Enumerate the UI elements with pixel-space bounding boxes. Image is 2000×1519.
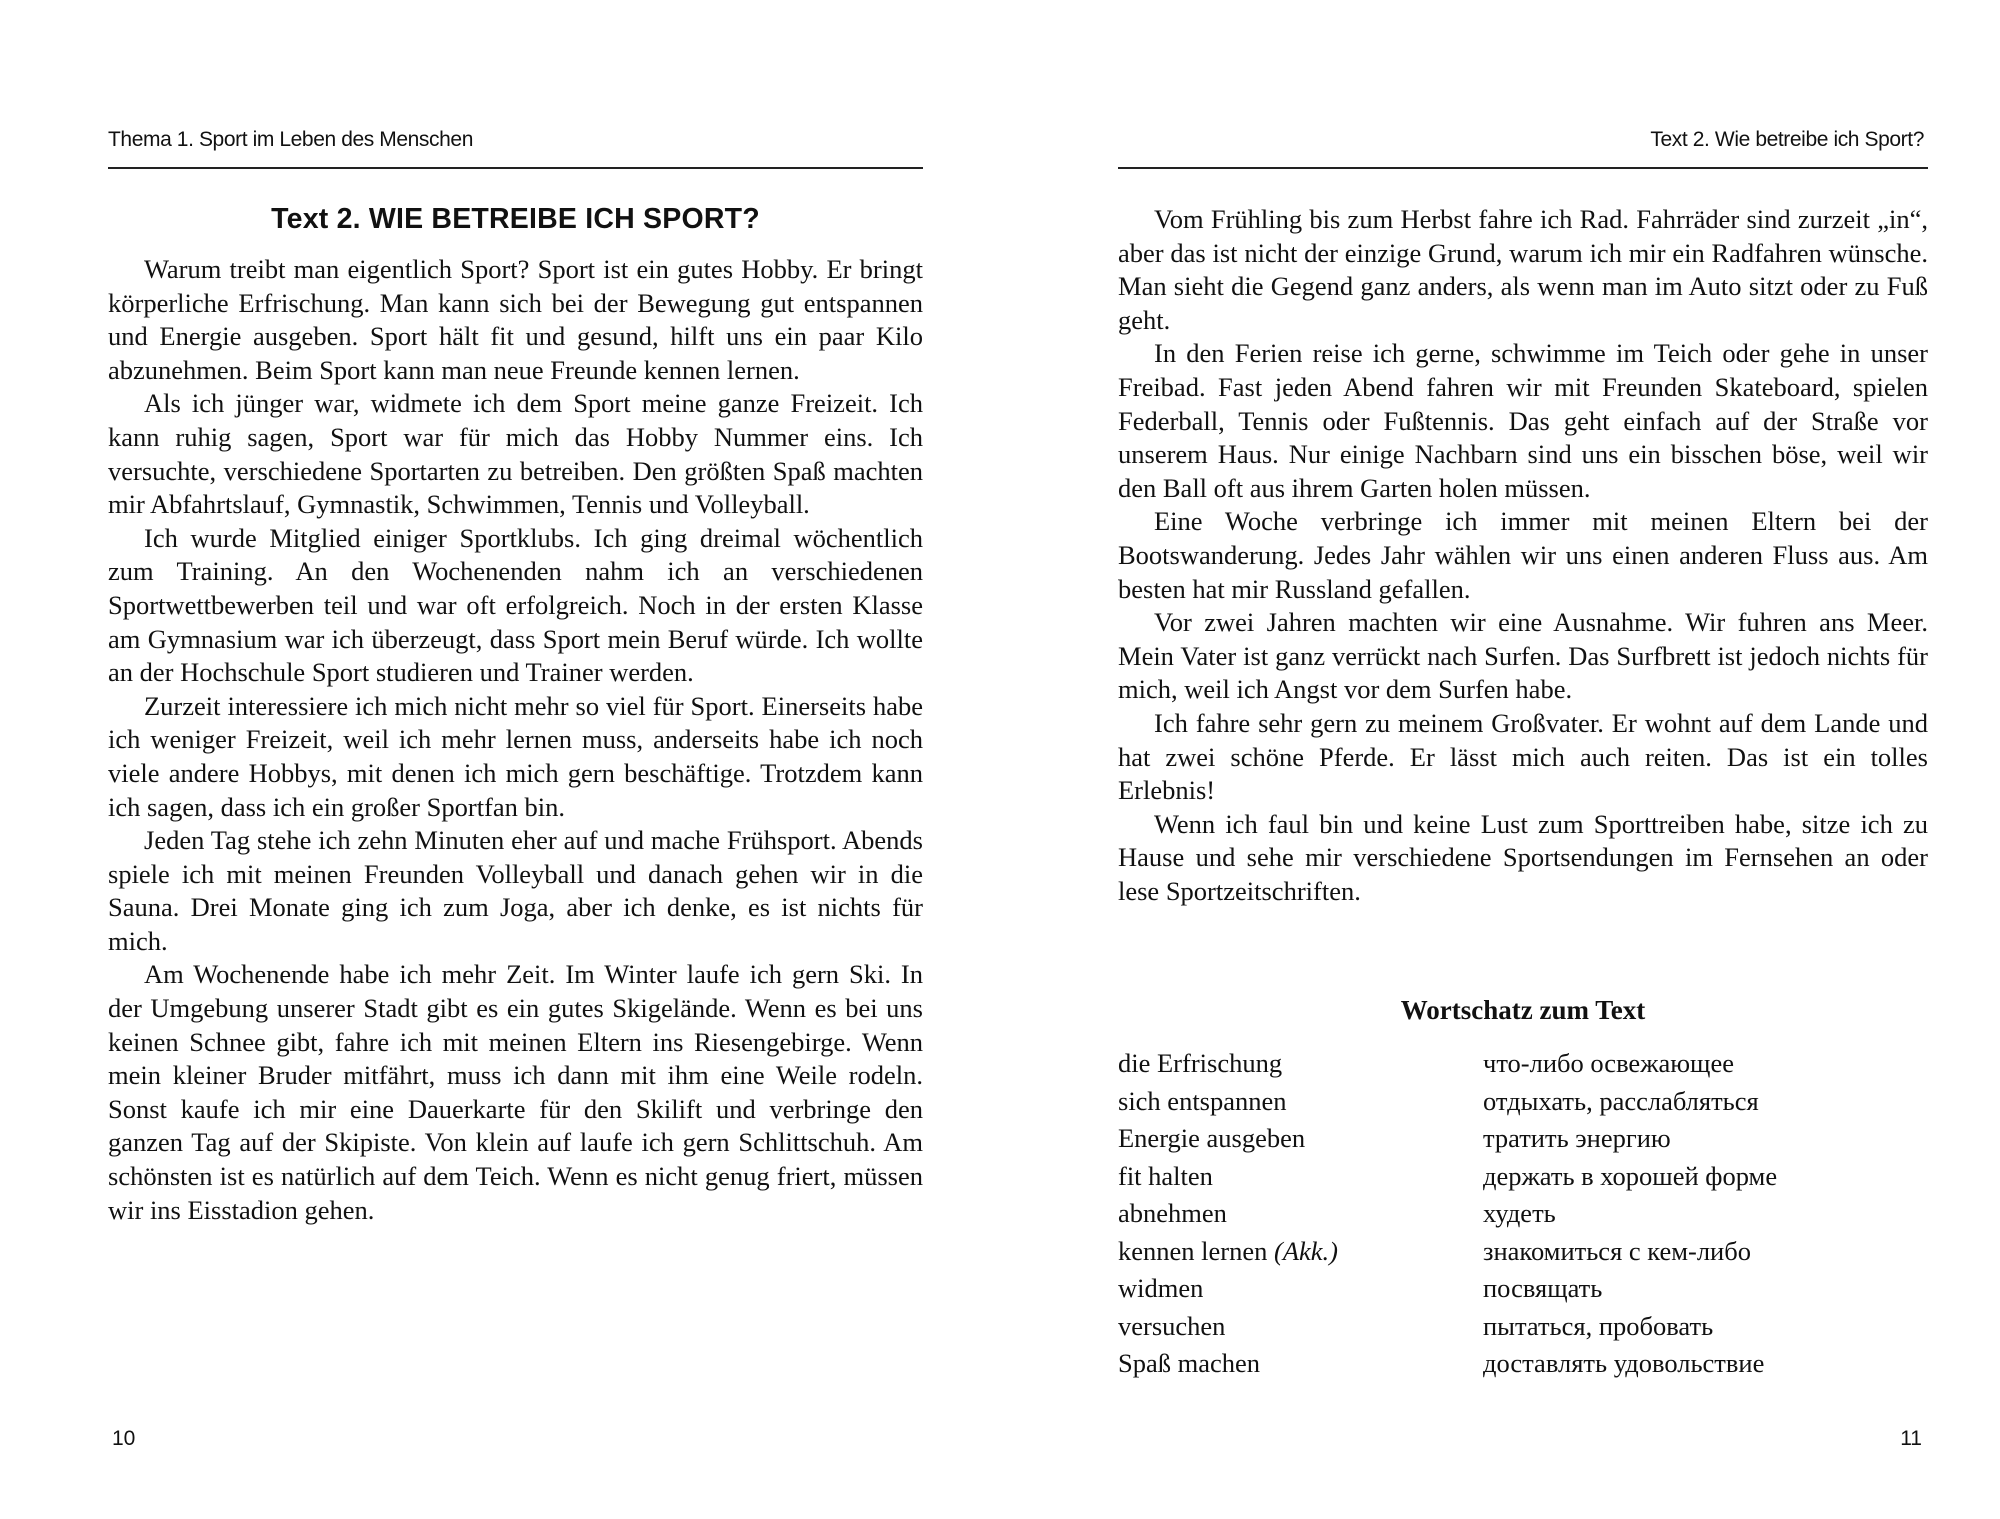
paragraph: Vor zwei Jahren machten wir eine Ausnahme. Wir fuhren ans Meer. Mein Vater ist ganz verrückt nach Surfen. Das Surfbrett ist jedoch nichts für mich, weil ich Angst vor dem Surfen habe. (1118, 607, 1928, 705)
vocabulary-row (1118, 1083, 1928, 1121)
vocabulary-term: die Erfrischung (1118, 1048, 1283, 1078)
vocabulary-translation: худеть (1483, 1198, 1556, 1228)
vocabulary-translation: что-либо освежающее (1483, 1048, 1734, 1078)
header-rule-right (1118, 167, 1928, 169)
paragraph: Eine Woche verbringe ich immer mit meinen Eltern bei der Bootswanderung. Jedes Jahr wählen wir uns einen anderen Fluss aus. Am besten hat mir Russland gefallen. (1118, 506, 1928, 604)
vocabulary-title: Wortschatz zum Text (1400, 995, 1646, 1025)
running-head-left: Thema 1. Sport im Leben des Menschen (108, 128, 473, 151)
vocabulary-term: Energie ausgeben (1118, 1123, 1306, 1153)
vocabulary-translation: знакомиться с кем-либо (1483, 1235, 1751, 1266)
page-number-right: 11 (1900, 1427, 1922, 1450)
paragraph: Zurzeit interessiere ich mich nicht mehr so viel für Sport. Einerseits habe ich weniger Freizeit, weil ich mehr lernen muss, anderseits habe ich noch viele andere Hobbys, mit denen ich mich gern beschäftige. Trotzdem kann ich sagen, dass ich ein großer Sportfan bin. (108, 690, 923, 822)
paragraph: Als ich jünger war, widmete ich dem Sport meine ganze Freizeit. Ich kann ruhig sagen, Sport war für mich das Hobby Nummer eins. Ich versuchte, verschiedene Sportarten zu betreiben. Den größten Spaß machten mir Abfahrtslauf, Gymnastik, Schwimmen, Tennis und Volleyball. (108, 388, 923, 520)
paragraph: Ich fahre sehr gern zu meinem Großvater. Er wohnt auf dem Lande und hat zwei schöne Pferde. Er lässt mich auch reiten. Das ist ein tolles Erlebnis! (1118, 707, 1928, 806)
right-body-text (1118, 203, 1928, 908)
vocabulary-term: abnehmen (1118, 1198, 1227, 1228)
paragraph: Wenn ich faul bin und keine Lust zum Sporttreiben habe, sitze ich zu Hause und sehe mir verschiedene Sportsendungen im Fernsehen an oder lese Sportzeitschriften. (1118, 808, 1928, 906)
vocabulary-translation: доставлять удовольствие (1483, 1348, 1765, 1378)
vocabulary-term-with-case (1118, 1233, 1483, 1271)
vocabulary-translation: тратить энергию (1483, 1123, 1671, 1153)
page-number-left: 10 (112, 1427, 136, 1450)
vocabulary-term: fit halten (1118, 1160, 1213, 1191)
text-title: Text 2. WIE BETREIBE ICH SPORT? (271, 203, 760, 235)
vocabulary-row (1118, 1158, 1928, 1196)
vocabulary-term: kennen lernen (1118, 1235, 1268, 1266)
vocabulary-translation: держать в хорошей форме (1483, 1160, 1778, 1191)
paragraph: Jeden Tag stehe ich zehn Minuten eher auf und mache Frühsport. Abends spiele ich mit meinen Freunden Volleyball und danach gehen wir in die Sauna. Drei Monate ging ich zum Joga, aber ich denke, es ist nichts für mich. (108, 825, 923, 956)
case-note: (Akk.) (1274, 1235, 1338, 1266)
vocabulary-row (1118, 1345, 1928, 1383)
paragraph: Am Wochenende habe ich mehr Zeit. Im Winter laufe ich gern Ski. In der Umgebung unserer Stadt gibt es ein gutes Skigelände. Wenn es bei uns keinen Schnee gibt, fahre ich mit meinen Eltern ins Riesengebirge. Wenn mein kleiner Bruder mitfährt, muss ich dann mit ihm eine Weile rodeln. Sonst kaufe ich mir eine Dauerkarte für den Skilift und verbringe den ganzen Tag auf der Skipiste. Von klein auf laufe ich gern Schlittschuh. Am schönsten ist es natürlich auf dem Teich. Wenn es nicht genug friert, müssen wir ins Eisstadion gehen. (108, 959, 923, 1225)
vocabulary-translation: отдыхать, расслабляться (1483, 1085, 1759, 1116)
vocabulary-row (1118, 1233, 1928, 1271)
paragraph: In den Ferien reise ich gerne, schwimme im Teich oder gehe in unser Freibad. Fast jeden Abend fahren wir mit Freunden Skateboard, spielen Federball, Tennis oder Fußtennis. Das geht einfach auf der Straße vor unserem Haus. Nur einige Nachbarn sind uns ein bisschen böse, weil wir den Ball oft aus ihrem Garten holen müssen. (1118, 338, 1928, 503)
header-rule-left (108, 167, 923, 169)
vocabulary-term: Spaß machen (1118, 1348, 1261, 1378)
vocabulary-row (1118, 1195, 1928, 1233)
vocabulary-translation: посвящать (1483, 1273, 1603, 1303)
paragraph: Warum treibt man eigentlich Sport? Sport ist ein gutes Hobby. Er bringt körperliche Erfrischung. Man kann sich bei der Bewegung gut entspannen und Energie ausgeben. Sport hält fit und gesund, hilft uns ein paar Kilo abzunehmen. Beim Sport kann man neue Freunde kennen lernen. (108, 254, 923, 385)
vocabulary-translation: пытаться, пробовать (1483, 1310, 1714, 1341)
vocabulary-row (1118, 1120, 1928, 1158)
left-body-text (108, 253, 923, 1227)
vocabulary-term: sich entspannen (1118, 1085, 1287, 1116)
vocabulary-term: widmen (1118, 1273, 1204, 1303)
running-head-right: Text 2. Wie betreibe ich Sport? (1650, 128, 1924, 151)
vocabulary-row (1118, 1308, 1928, 1346)
vocabulary-list (1118, 1045, 1928, 1383)
paragraph: Vom Frühling bis zum Herbst fahre ich Rad. Fahrräder sind zurzeit „in“, aber das ist nicht der einzige Grund, warum ich mir ein Radfahren wünsche. Man sieht die Gegend ganz anders, als wenn man im Auto sitzt oder zu Fuß geht. (1118, 204, 1928, 335)
vocabulary-row (1118, 1270, 1928, 1308)
right-page (1000, 0, 2000, 1519)
vocabulary-term: versuchen (1118, 1310, 1226, 1341)
paragraph: Ich wurde Mitglied einiger Sportklubs. Ich ging dreimal wöchentlich zum Training. An den Wochenenden nahm ich an verschiedenen Sportwettbewerben teil und war oft erfolgreich. Noch in der ersten Klasse am Gymnasium war ich überzeugt, dass Sport mein Beruf würde. Ich wollte an der Hochschule Sport studieren und Trainer werden. (108, 522, 923, 688)
vocabulary-row (1118, 1045, 1928, 1083)
